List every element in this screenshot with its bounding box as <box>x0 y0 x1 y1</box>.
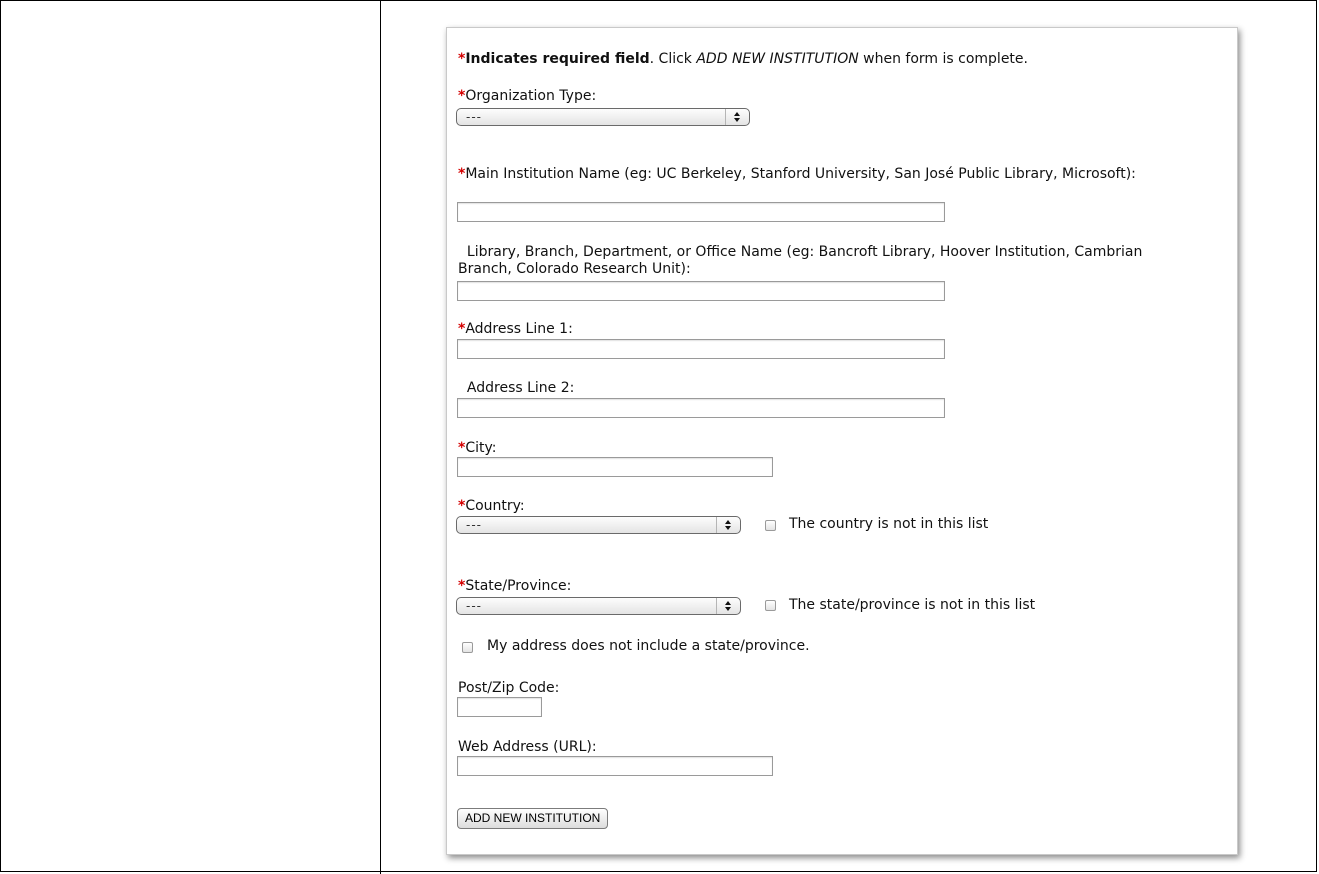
instructions-text-end: when form is complete. <box>858 51 1028 67</box>
state-not-in-list-checkbox[interactable] <box>765 600 776 611</box>
required-asterisk: * <box>458 498 466 514</box>
required-asterisk: * <box>458 166 466 182</box>
state-province-label-text: State/Province: <box>465 578 572 594</box>
country-label <box>458 498 525 515</box>
main-institution-label-text: Main Institution Name (eg: UC Berkeley, Stanford University, San José Public Library, Microsoft): <box>465 166 1136 182</box>
select-arrows-icon <box>716 598 740 614</box>
state-province-selected-value: --- <box>466 599 482 613</box>
country-not-in-list-checkbox[interactable] <box>765 520 776 531</box>
address-line-2-input[interactable] <box>457 398 945 418</box>
main-institution-label <box>458 166 1198 183</box>
city-label <box>458 440 496 457</box>
state-province-select[interactable] <box>456 597 741 615</box>
city-label-text: City: <box>465 440 497 456</box>
no-state-province-checkbox[interactable] <box>462 642 473 653</box>
post-zip-label: Post/Zip Code: <box>458 680 560 696</box>
main-institution-input[interactable] <box>457 202 945 222</box>
post-zip-input[interactable] <box>457 697 542 717</box>
required-asterisk: * <box>458 578 466 594</box>
required-asterisk: * <box>458 51 466 67</box>
address-line-1-label-text: Address Line 1: <box>465 321 573 337</box>
state-not-in-list-label: The state/province is not in this list <box>789 597 1036 613</box>
address-line-2-label <box>458 380 574 397</box>
web-address-label: Web Address (URL): <box>458 739 597 755</box>
branch-name-label-text: Library, Branch, Department, or Office Name (eg: Bancroft Library, Hoover Institution, Cambrian Branch, Colorado Research Unit): <box>458 244 1143 277</box>
branch-name-input[interactable] <box>457 281 945 301</box>
organization-type-label <box>458 88 596 105</box>
organization-type-select[interactable] <box>456 108 750 126</box>
required-asterisk: * <box>458 440 466 456</box>
address-line-1-label <box>458 321 573 338</box>
state-province-label <box>458 578 571 595</box>
required-asterisk: * <box>458 321 466 337</box>
form-instructions <box>458 51 1028 68</box>
select-arrows-icon <box>716 517 740 533</box>
address-line-2-label-text: Address Line 2: <box>466 380 575 396</box>
branch-name-label <box>458 244 1198 278</box>
column-divider <box>380 0 381 874</box>
city-input[interactable] <box>457 457 773 477</box>
country-not-in-list-label: The country is not in this list <box>789 516 989 532</box>
organization-type-label-text: Organization Type: <box>465 88 597 104</box>
instructions-action-name: ADD NEW INSTITUTION <box>696 51 859 67</box>
country-selected-value: --- <box>466 518 482 532</box>
address-line-1-input[interactable] <box>457 339 945 359</box>
add-new-institution-button[interactable]: ADD NEW INSTITUTION <box>457 808 608 829</box>
country-select[interactable] <box>456 516 741 534</box>
no-state-province-label: My address does not include a state/province. <box>487 638 810 654</box>
instructions-text: . Click <box>649 51 697 67</box>
select-arrows-icon <box>725 109 749 125</box>
web-address-input[interactable] <box>457 756 773 776</box>
organization-type-selected-value: --- <box>466 110 482 124</box>
add-institution-form-panel <box>446 27 1238 855</box>
required-field-note: Indicates required field <box>465 51 650 67</box>
country-label-text: Country: <box>465 498 525 514</box>
required-asterisk: * <box>458 88 466 104</box>
